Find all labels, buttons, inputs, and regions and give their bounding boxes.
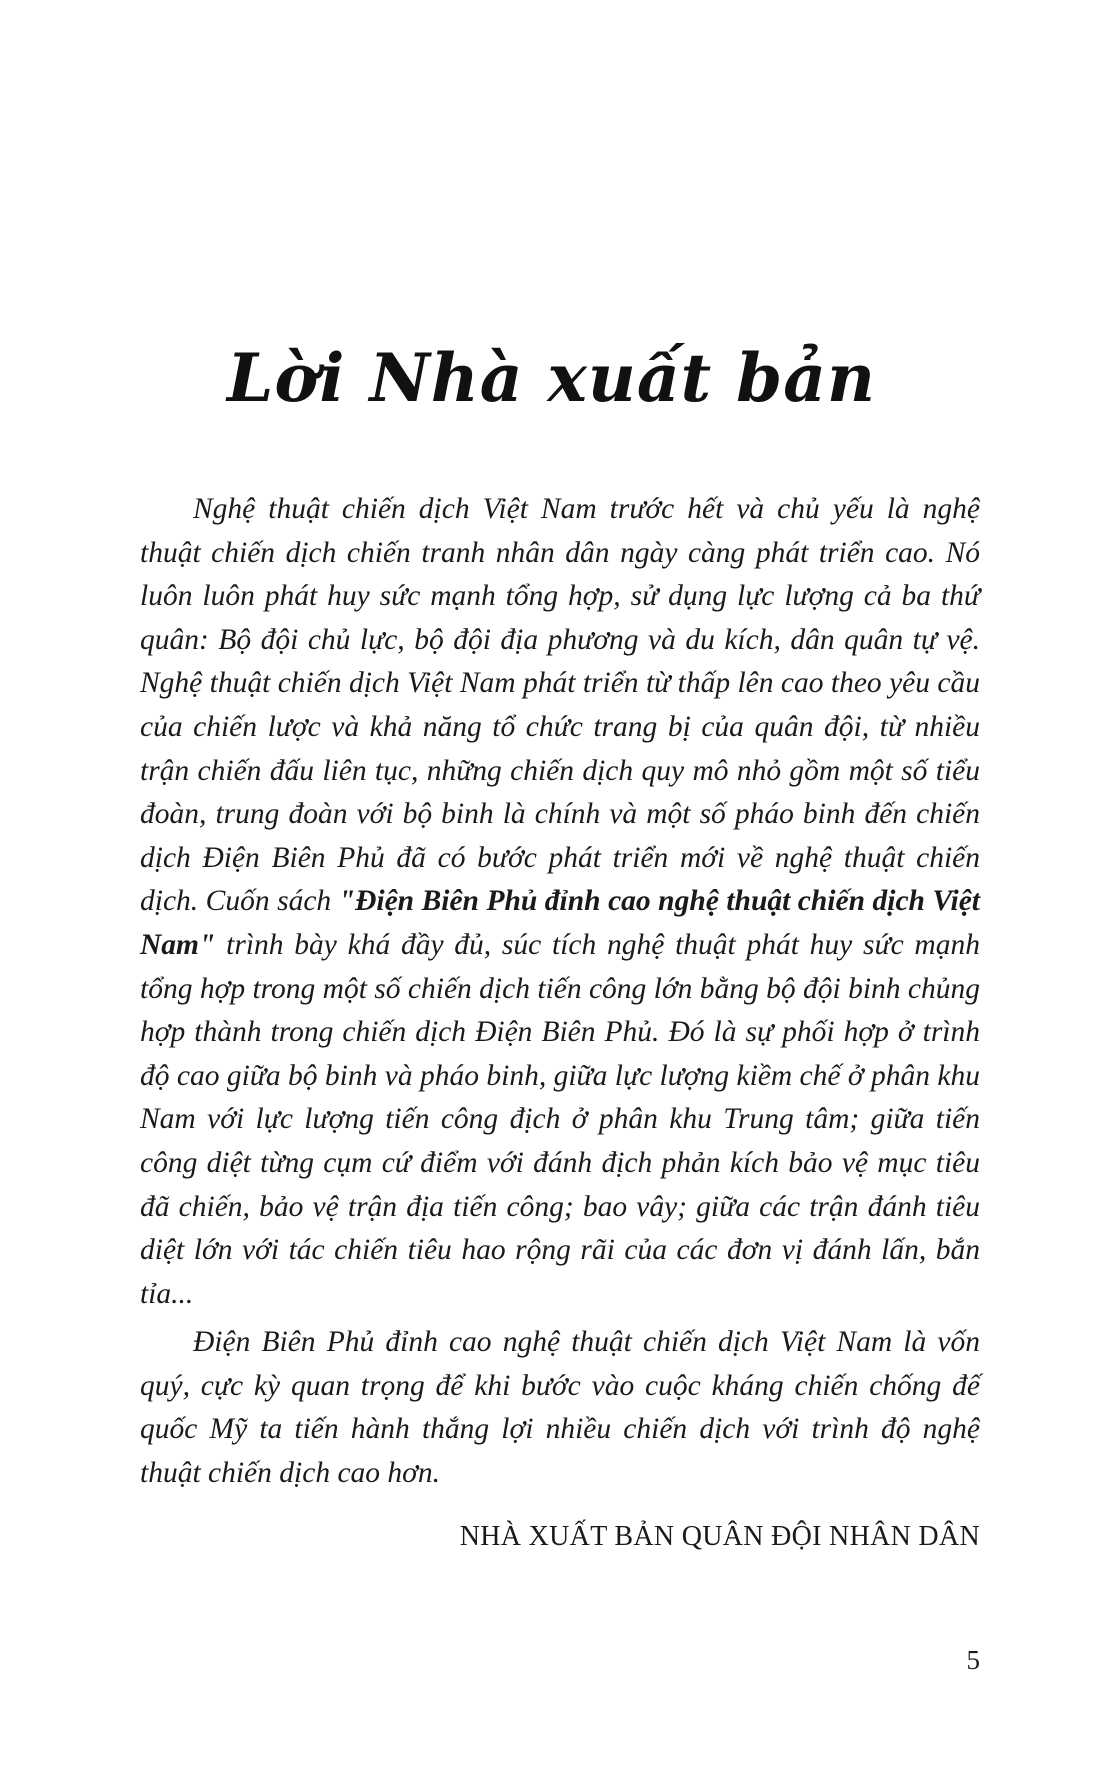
- paragraph-1-before-book-title: Nghệ thuật chiến dịch Việt Nam trước hết và chủ yếu là nghệ thuật chiến dịch chiến tranh nhân dân ngày càng phát triển cao. Nó luôn luôn phát huy sức mạnh tổng hợp, sử dụng lực lượng cả ba thứ quân: Bộ đội chủ lực, bộ đội địa phương và du kích, dân quân tự vệ. Nghệ thuật chiến dịch Việt Nam phát triển từ thấp lên cao theo yêu cầu của chiến lược và khả năng tổ chức trang bị của quân đội, từ nhiều trận chiến đấu liên tục, những chiến dịch quy mô nhỏ gồm một số tiểu đoàn, trung đoàn với bộ binh là chính và một số pháo binh đến chiến dịch Điện Biên Phủ đã có bước phát triển mới về nghệ thuật chiến dịch. Cuốn sách: [140, 493, 980, 918]
- page-title: Lời Nhà xuất bản: [227, 339, 876, 417]
- paragraph-2: Điện Biên Phủ đỉnh cao nghệ thuật chiến dịch Việt Nam là vốn quý, cực kỳ quan trọng để khi bước vào cuộc kháng chiến chống đế quốc Mỹ ta tiến hành thắng lợi nhiều chiến dịch với trình độ nghệ thuật chiến dịch cao hơn.: [140, 1326, 980, 1490]
- paragraph-1: [140, 488, 980, 1316]
- book-title: "Điện Biên Phủ đỉnh cao nghệ thuật chiến dịch Việt Nam": [140, 885, 980, 961]
- publisher-signature: NHÀ XUẤT BẢN QUÂN ĐỘI NHÂN DÂN: [459, 1521, 980, 1552]
- body-text: [140, 488, 980, 1496]
- page-number: 5: [966, 1645, 980, 1675]
- paragraph-1-after-book-title: trình bày khá đầy đủ, súc tích nghệ thuật phát huy sức mạnh tổng hợp trong một số chiến dịch tiến công lớn bằng bộ đội binh chủng hợp thành trong chiến dịch Điện Biên Phủ. Đó là sự phối hợp ở trình độ cao giữa bộ binh và pháo binh, giữa lực lượng kiềm chế ở phân khu Nam với lực lượng tiến công địch ở phân khu Trung tâm; giữa tiến công diệt từng cụm cứ điểm với đánh địch phản kích bảo vệ mục tiêu đã chiến, bảo vệ trận địa tiến công; bao vây; giữa các trận đánh tiêu diệt lớn với tác chiến tiêu hao rộng rãi của các đơn vị đánh lấn, bắn tỉa...: [140, 928, 980, 1310]
